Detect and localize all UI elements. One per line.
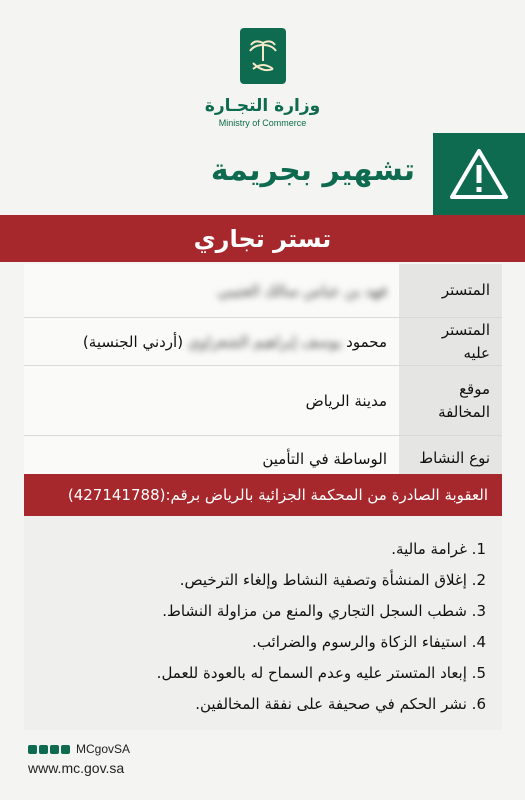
list-item: 3. شطب السجل التجاري والمنع من مزاولة النشاط. bbox=[162, 602, 486, 620]
twitter-icon[interactable] bbox=[28, 745, 37, 754]
row-value bbox=[24, 318, 399, 365]
penalty-list bbox=[24, 516, 502, 720]
concealer-name: فهد بن عباس سالك العتيبي bbox=[217, 281, 387, 300]
palm-swords-icon bbox=[240, 28, 286, 84]
offense-banner bbox=[0, 215, 525, 262]
ministry-name-ar: وزارة التجـارة bbox=[204, 96, 321, 116]
list-item: 6. نشر الحكم في صحيفة على نفقة المخالفين. bbox=[195, 695, 486, 713]
ministry-name-en: Ministry of Commerce bbox=[218, 118, 307, 128]
table-row bbox=[24, 264, 502, 318]
offense-type: تستر تجاري bbox=[193, 224, 332, 253]
list-item: 2. إغلاق المنشأة وتصفية النشاط وإلغاء الترخيص. bbox=[179, 571, 486, 589]
table-row bbox=[24, 366, 502, 436]
warning-box bbox=[433, 133, 525, 215]
list-item: 5. إبعاد المتستر عليه وعدم السماح له بالعودة للعمل. bbox=[156, 664, 486, 682]
table-row bbox=[24, 318, 502, 366]
row-value bbox=[24, 264, 399, 317]
row-value: الوساطة في التأمين bbox=[24, 436, 399, 481]
row-label: موقع المخالفة bbox=[399, 366, 502, 435]
page-title: تشهير بجريمة bbox=[210, 153, 415, 188]
website-link[interactable]: www.mc.gov.sa bbox=[28, 760, 125, 776]
ministry-logo bbox=[0, 28, 525, 128]
info-table bbox=[24, 264, 502, 482]
warning-icon bbox=[448, 147, 510, 201]
penalty-heading: العقوبة الصادرة من المحكمة الجزائية بالرياض برقم:(427141788) bbox=[24, 474, 502, 516]
concealed-surname: يوسف إبراهيم الشعراوي bbox=[187, 332, 342, 351]
social-links bbox=[28, 742, 130, 756]
footer bbox=[28, 742, 130, 776]
concealed-first-name: محمود bbox=[346, 332, 387, 351]
list-item: 4. استيفاء الزكاة والرسوم والضرائب. bbox=[252, 633, 486, 651]
row-label: نوع النشاط bbox=[399, 436, 502, 481]
row-label: المتستر عليه bbox=[399, 318, 502, 365]
facebook-icon[interactable] bbox=[39, 745, 48, 754]
row-value: مدينة الرياض bbox=[24, 366, 399, 435]
concealed-nationality: (أردني الجنسية) bbox=[82, 332, 184, 351]
title-row bbox=[24, 133, 525, 215]
penalty-box bbox=[24, 474, 502, 730]
youtube-icon[interactable] bbox=[61, 745, 70, 754]
row-label: المتستر bbox=[399, 264, 502, 317]
instagram-icon[interactable] bbox=[50, 745, 59, 754]
list-item: 1. غرامة مالية. bbox=[391, 540, 486, 558]
social-handle[interactable]: MCgovSA bbox=[76, 742, 131, 756]
